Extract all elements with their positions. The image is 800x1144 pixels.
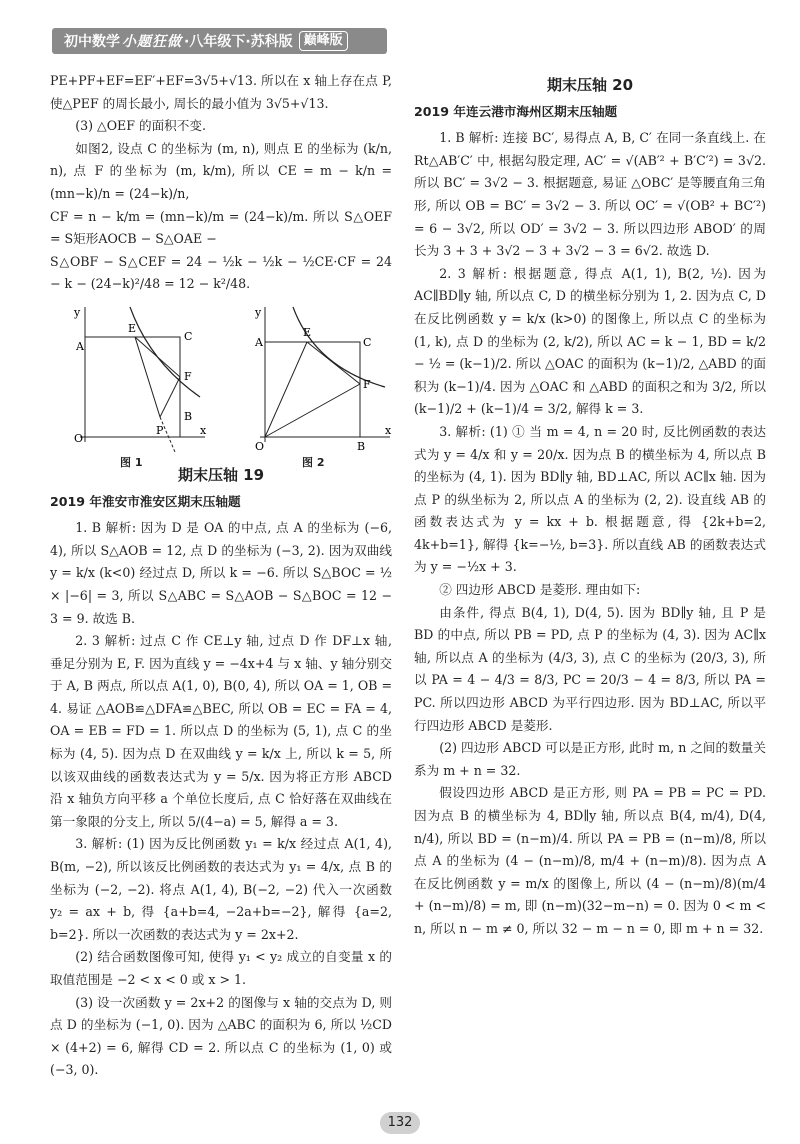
sec20-q3-part4: (2) 四边形 ABCD 可以是正方形, 此时 m, n 之间的数量关系为 m + n = 32.	[414, 740, 766, 778]
fig1-label-y: y	[74, 305, 81, 319]
fig2-caption: 图 2	[302, 455, 325, 469]
fig2-label-x: x	[385, 423, 392, 437]
fig1-label-x: x	[200, 423, 207, 437]
sec20-q3-part2: ② 四边形 ABCD 是菱形. 理由如下:	[439, 582, 641, 598]
figure-2	[245, 302, 395, 452]
book-header	[52, 28, 387, 54]
fig1-label-E: E	[128, 321, 137, 335]
figure-1	[60, 302, 210, 452]
left-p4: CF = n − k/m = (mn−k)/m = (24−k)/m. 所以 S△OEF = S矩形AOCB − S△OAE −	[50, 208, 392, 247]
fig2-label-A: A	[255, 335, 263, 349]
fig1-label-P: P	[156, 423, 164, 437]
header-brand: 小题狂做	[122, 34, 182, 50]
sec20-q3-part3: 由条件, 得点 B(4, 1), D(4, 5). 因为 BD∥y 轴, 且 P 是 BD 的中点, 所以 PB = PD, 点 P 的坐标为 (4, 3). 因为 AC∥x 轴, 所以点 A 的坐标为 (4/3, 3), 点 C 的坐标为 (20/3, 3), 所以 PA = 4 − 4/3 = 8/3, PC = 20/3 − 4 = 8/3, 所以 PA = PC. 所以四边形 ABCD 为平行四边形. 因为 BD⊥AC, 所以平行四边形 ABCD 是菱形.	[414, 604, 766, 733]
fig2-label-O: O	[255, 439, 265, 452]
sec20-q2: 2. 3 解析: 根据题意, 得点 A(1, 1), B(2, ½). 因为 AC∥BD∥y 轴, 所以点 C, D 的横坐标分别为 1, 2. 因为点 C, D 在反比例函数 y = k/x (k>0) 的图像上, 所以点 C 的坐标为 (1, k), 点 D 的坐标为 (2, k/2), 所以 AC = k − 1, BD = k/2 − ½ = (k−1)/2. 所以 △OAC 的面积为 (k−1)/2, △ABD 的面积为 (k−1)/4. 因为 △OAC 和 △ABD 的面积之和为 3/2, 所以 (k−1)/2 + (k−1)/4 = 3/2, 解得 k = 3.	[414, 265, 766, 417]
left-p2: (3) △OEF 的面积不变.	[75, 118, 206, 134]
left-p1: PE+PF+EF=EF′+EF=3√5+√13. 所以在 x 轴上存在点 P, 使△PEF 的周长最小, 周长的最小值为 3√5+√13.	[50, 73, 392, 111]
fig2-label-B: B	[357, 439, 366, 452]
fig1-label-A: A	[76, 339, 84, 353]
fig2-label-F: F	[363, 377, 371, 391]
section-20-subtitle: 2019 年连云港市海州区期末压轴题	[414, 103, 618, 119]
page-number: 132	[380, 1112, 420, 1134]
sec20-q3-part5: 假设四边形 ABCD 是正方形, 则 PA = PB = PC = PD. 因为点 B 的横坐标为 4, BD∥y 轴, 所以点 B(4, m/4), D(4, n/4), 所以 BD = (n−m)/4. 所以 PA = PB = (n−m)/8, 所以点 A 的坐标为 (4 − (n−m)/8, m/4 + (n−m)/8). 因为点 A 在反比例函数 y = m/x 的图像上, 所以 (4 − (n−m)/8)(m/4 + (n−m)/8) = m, 即 (n−m)(32−m−n) = 0. 因为 0 < m < n, 所以 n − m ≠ 0, 所以 32 − m − n = 0, 即 m + n = 32.	[414, 785, 766, 936]
sec19-q1: 1. B 解析: 因为 D 是 OA 的中点, 点 A 的坐标为 (−6, 4), 所以 S△AOB = 12, 点 D 的坐标为 (−3, 2). 因为双曲线 y = k/x (k<0) 经过点 D, 所以 k = −6. 所以 S△BOC = ½ × |−6| = 3, 所以 S△ABC = S△AOB − S△BOC = 12 − 3 = 9. 故选 B.	[50, 520, 392, 626]
section-19-subtitle: 2019 年淮安市淮安区期末压轴题	[50, 493, 241, 509]
sec20-q1: 1. B 解析: 连接 BC′, 易得点 A, B, C′ 在同一条直线上. 在 Rt△AB′C′ 中, 根据勾股定理, AC′ = √(AB′² + B′C′²) = 3√2. 所以 BC′ = 3√2 − 3. 根据题意, 易证 △OBC′ 是等腰直角三角形, 所以 OB = BC′ = 3√2 − 3. 所以 OC′ = √(OB² + BC′²) = 6 − 3√2, 所以 OD′ = 3√2 − 3. 所以四边形 ABOD′ 的周长为 3 + 3 + 3√2 − 3 + 3√2 − 3 = 6√2. 故选 D.	[414, 130, 766, 259]
section-19-title: 期末压轴 19	[177, 465, 265, 484]
right-column	[414, 70, 766, 941]
fig1-caption: 图 1	[120, 455, 143, 469]
fig1-label-B: B	[184, 409, 193, 423]
left-column	[50, 70, 392, 1082]
fig1-label-C: C	[184, 329, 193, 343]
left-p5: S△OBF − S△CEF = 24 − ½k − ½k − ½CE·CF = 24 − k − (24−k)²/48 = 12 − k²/48.	[50, 253, 392, 292]
fig2-label-E: E	[303, 325, 312, 339]
section-20-title: 期末压轴 20	[546, 76, 634, 94]
figures	[50, 302, 392, 482]
sec19-q3-part3: (3) 设一次函数 y = 2x+2 的图像与 x 轴的交点为 D, 则点 D 的坐标为 (−1, 0). 因为 △ABC 的面积为 6, 所以 ½CD × (4+2) = 6, 解得 CD = 2. 所以点 C 的坐标为 (1, 0) 或 (−3, 0).	[50, 994, 392, 1078]
sec19-q3-part1: 3. 解析: (1) 因为反比例函数 y₁ = k/x 经过点 A(1, 4), B(m, −2), 所以该反比例函数的表达式为 y₁ = 4/x, 点 B 的坐标为 (−2, −2). 将点 A(1, 4), B(−2, −2) 代入一次函数 y₂ = ax + b, 得 {a+b=4, −2a+b=−2}, 解得 {a=2, b=2}. 所以一次函数的表达式为 y = 2x+2.	[50, 836, 392, 942]
fig1-label-F: F	[184, 369, 192, 383]
header-grade: ·八年级下·苏科版	[184, 34, 293, 50]
sec20-q3-part1: 3. 解析: (1) ① 当 m = 4, n = 20 时, 反比例函数的表达式为 y = 4/x 和 y = 20/x. 因为点 B 的横坐标为 4, 所以点 B 的坐标为 (4, 1). 因为 BD∥y 轴, BD⊥AC, 所以 AC∥x 轴. 因为点 P 的纵坐标为 2, 所以点 A 的坐标为 (2, 2). 设直线 AB 的函数表达式为 y = kx + b. 根据题意, 得 {2k+b=2, 4k+b=1}, 解得 {k=−½, b=3}. 所以直线 AB 的函数表达式为 y = −½x + 3.	[414, 423, 766, 575]
left-p3: 如图2, 设点 C 的坐标为 (m, n), 则点 E 的坐标为 (k/n, n), 点 F 的坐标为 (m, k/m), 所以 CE = m − k/n = (mn−k)/n = (24−k)/n,	[50, 140, 392, 201]
header-badge: 巅峰版	[299, 31, 348, 51]
header-subject: 初中数学	[64, 34, 120, 50]
fig2-label-y: y	[255, 305, 262, 319]
fig2-label-C: C	[363, 335, 372, 349]
sec19-q3-part2: (2) 结合函数图像可知, 使得 y₁ < y₂ 成立的自变量 x 的取值范围是 −2 < x < 0 或 x > 1.	[50, 949, 392, 987]
fig1-label-O: O	[74, 431, 84, 445]
sec19-q2: 2. 3 解析: 过点 C 作 CE⊥y 轴, 过点 D 作 DF⊥x 轴, 垂足分别为 E, F. 因为直线 y = −4x+4 与 x 轴、y 轴分别交于 A, B 两点, 所以点 A(1, 0), B(0, 4), 所以 OA = 1, OB = 4. 易证 △AOB≌△DFA≌△BEC, 所以 OB = EC = FA = 4, OA = EB = FD = 1. 所以点 D 的坐标为 (5, 1), 点 C 的坐标为 (4, 5). 因为点 D 在双曲线 y = k/x 上, 所以 k = 5, 所以该双曲线的函数表达式为 y = 5/x. 因为将正方形 ABCD 沿 x 轴负方向平移 a 个单位长度后, 点 C 恰好落在双曲线在第一象限的分支上, 所以 5/(4−a) = 5, 解得 a = 3.	[50, 633, 392, 829]
